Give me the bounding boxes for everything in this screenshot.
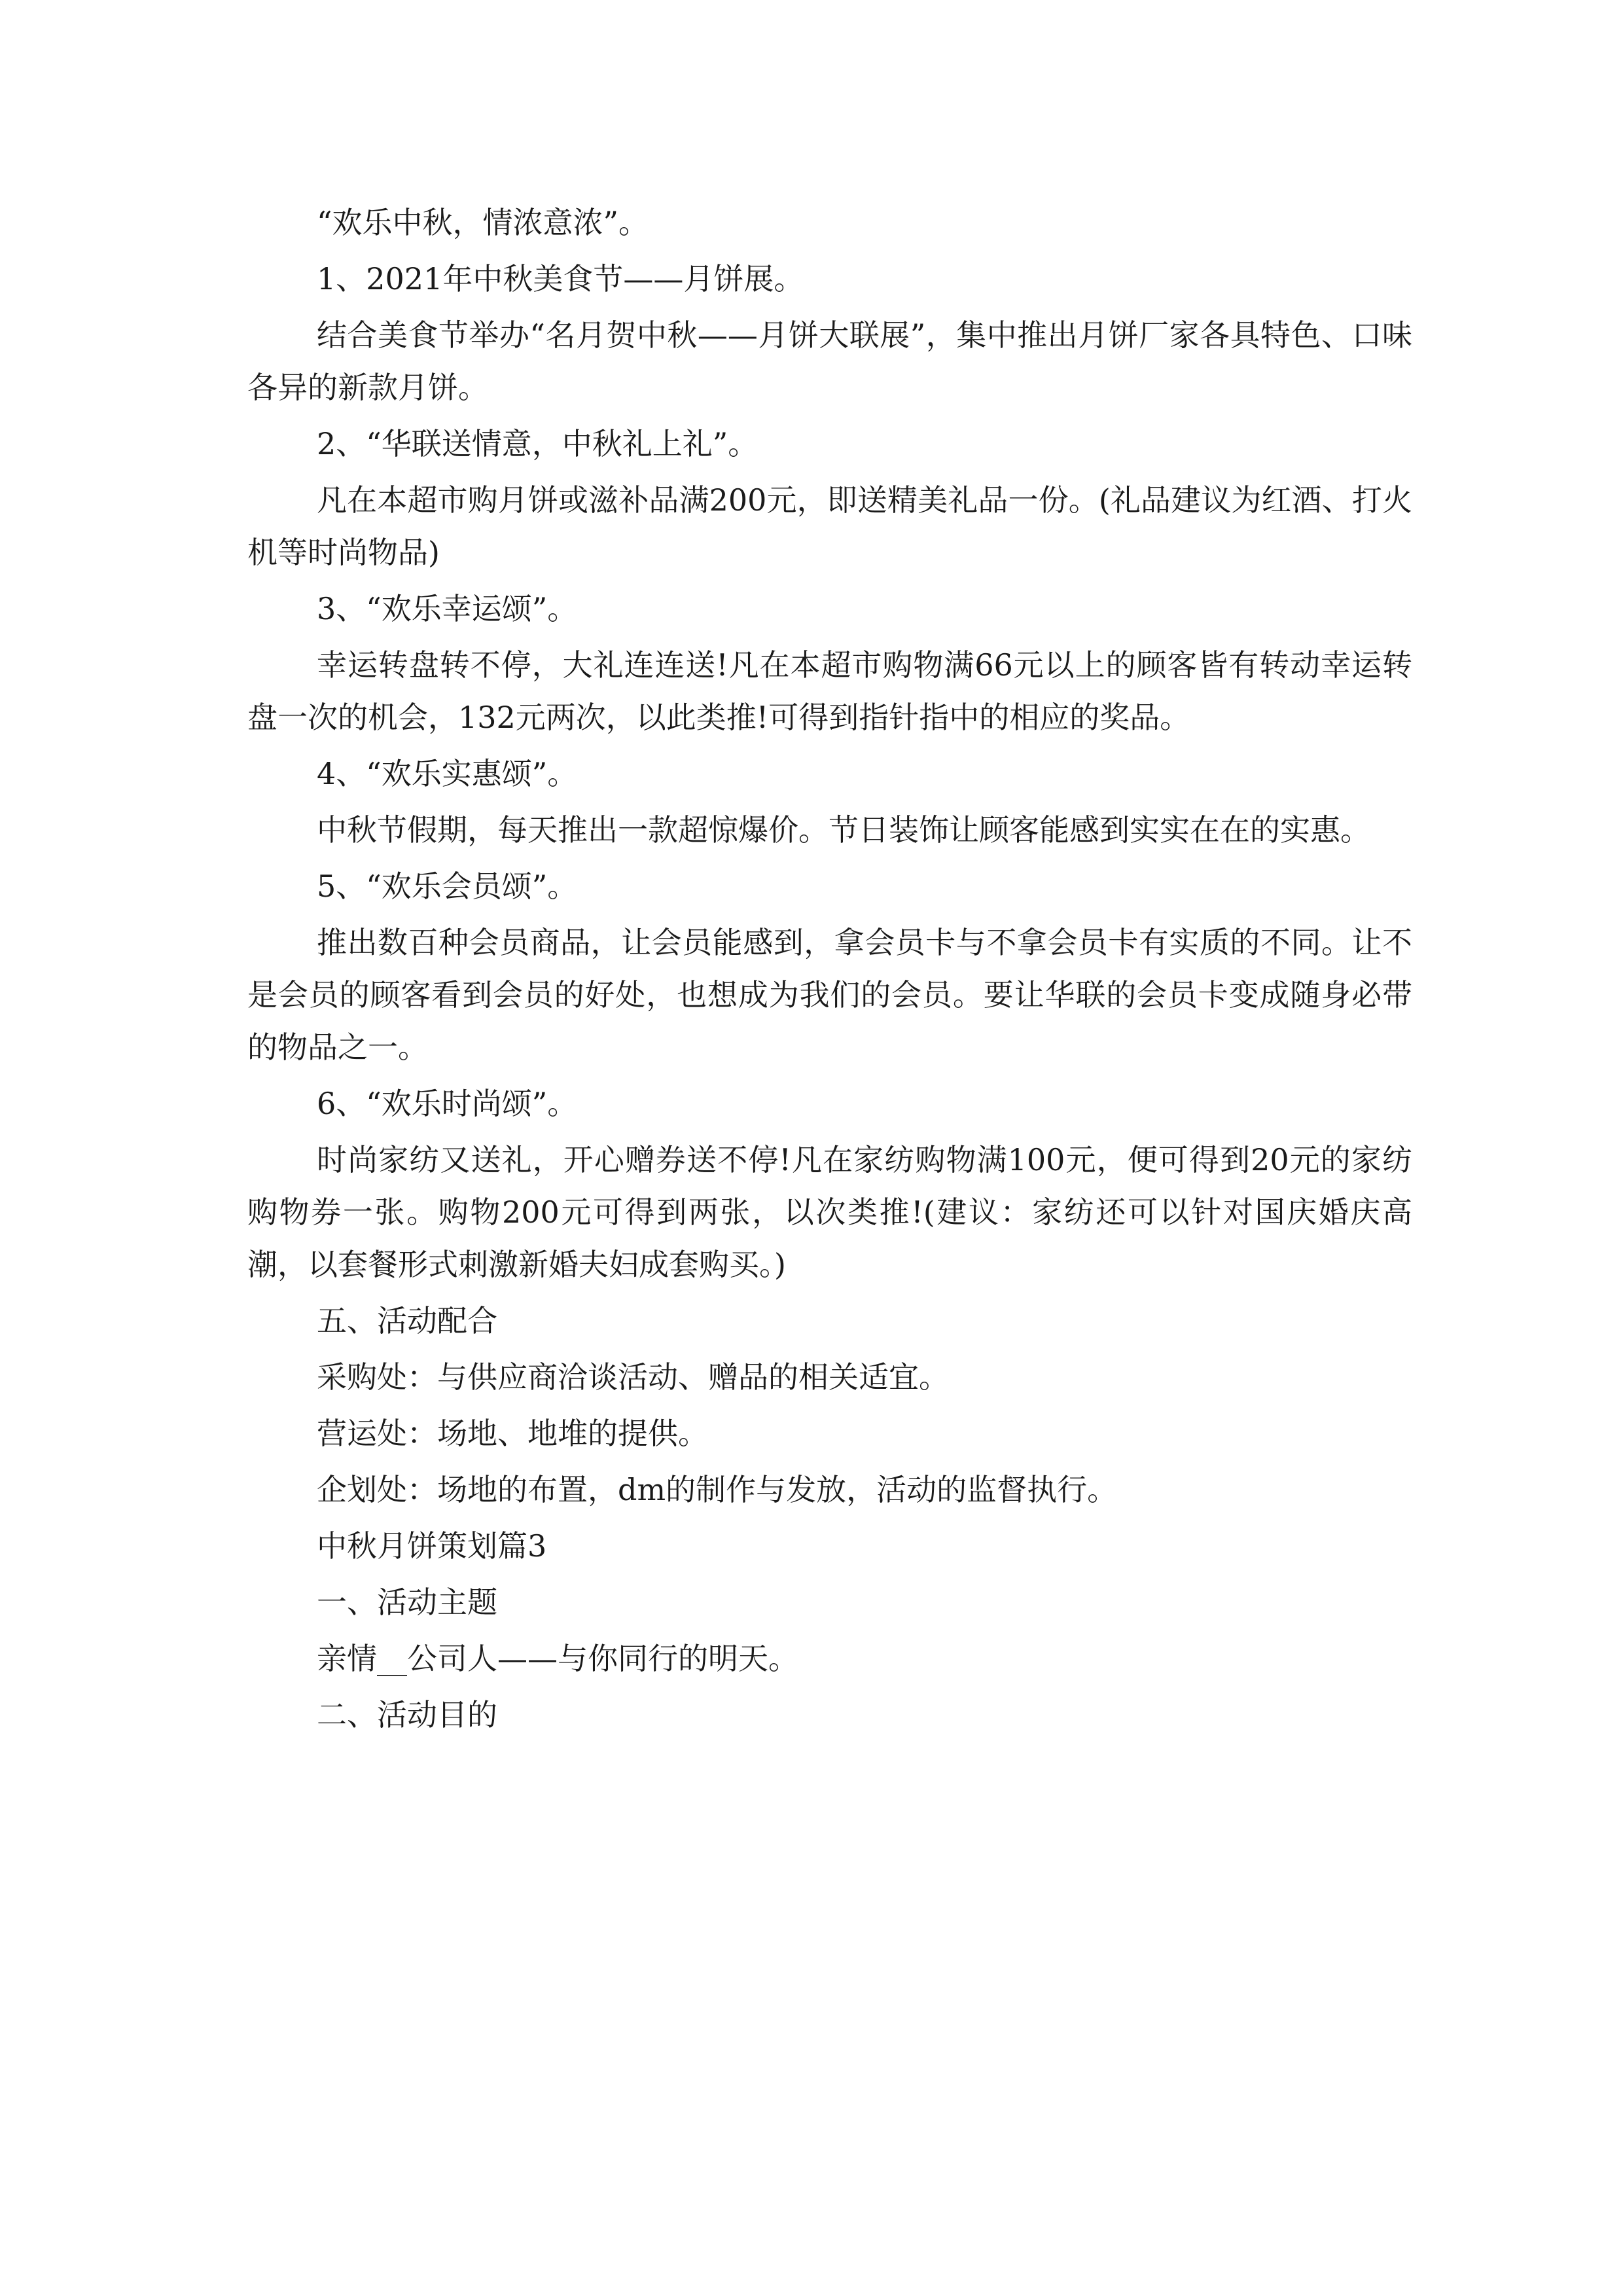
article-title-part-3: 中秋月饼策划篇3 [317,1528,547,1564]
paragraph-item-1-heading: 1、2021年中秋美食节——月饼展。 [317,261,804,296]
paragraph-theme: 亲情__公司人——与你同行的明天。 [317,1641,798,1676]
section-heading-purpose: 二、活动目的 [317,1697,497,1732]
paragraph-item-5-heading: 5、“欢乐会员颂”。 [317,869,578,904]
section-heading-theme: 一、活动主题 [317,1585,497,1620]
paragraph-item-2-heading: 2、“华联送情意，中秋礼上礼”。 [317,426,758,461]
paragraph-planning: 企划处：场地的布置，dm的制作与发放，活动的监督执行。 [317,1472,1118,1507]
paragraph-item-2-body: 凡在本超市购月饼或滋补品满200元，即送精美礼品一份。(礼品建议为红酒、打火机等时尚物品) [247,482,1412,570]
paragraph-item-6-heading: 6、“欢乐时尚颂”。 [317,1086,578,1121]
document-body [247,196,1412,1745]
paragraph-item-4-heading: 4、“欢乐实惠颂”。 [317,756,578,791]
paragraph-item-3-body: 幸运转盘转不停，大礼连连送!凡在本超市购物满66元以上的顾客皆有转动幸运转盘一次的机会，132元两次，以此类推!可得到指针指中的相应的奖品。 [247,647,1412,735]
section-heading-coordination: 五、活动配合 [317,1303,497,1338]
paragraph-operations: 营运处：场地、地堆的提供。 [317,1416,708,1451]
paragraph-slogan: “欢乐中秋，情浓意浓”。 [317,205,649,240]
paragraph-item-4-body: 中秋节假期，每天推出一款超惊爆价。节日装饰让顾客能感到实实在在的实惠。 [317,812,1370,848]
paragraph-item-3-heading: 3、“欢乐幸运颂”。 [317,591,578,626]
paragraph-item-1-body: 结合美食节举办“名月贺中秋——月饼大联展”，集中推出月饼厂家各具特色、口味各异的新款月饼。 [247,317,1412,405]
paragraph-item-5-body: 推出数百种会员商品，让会员能感到，拿会员卡与不拿会员卡有实质的不同。让不是会员的顾客看到会员的好处，也想成为我们的会员。要让华联的会员卡变成随身必带的物品之一。 [247,925,1412,1065]
paragraph-purchasing: 采购处：与供应商洽谈活动、赠品的相关适宜。 [317,1359,949,1395]
paragraph-item-6-body: 时尚家纺又送礼，开心赠券送不停!凡在家纺购物满100元，便可得到20元的家纺购物券一张。购物200元可得到两张，以次类推!(建议：家纺还可以针对国庆婚庆高 潮，以套餐形式刺激新婚夫妇成套购买。) [247,1142,1412,1282]
